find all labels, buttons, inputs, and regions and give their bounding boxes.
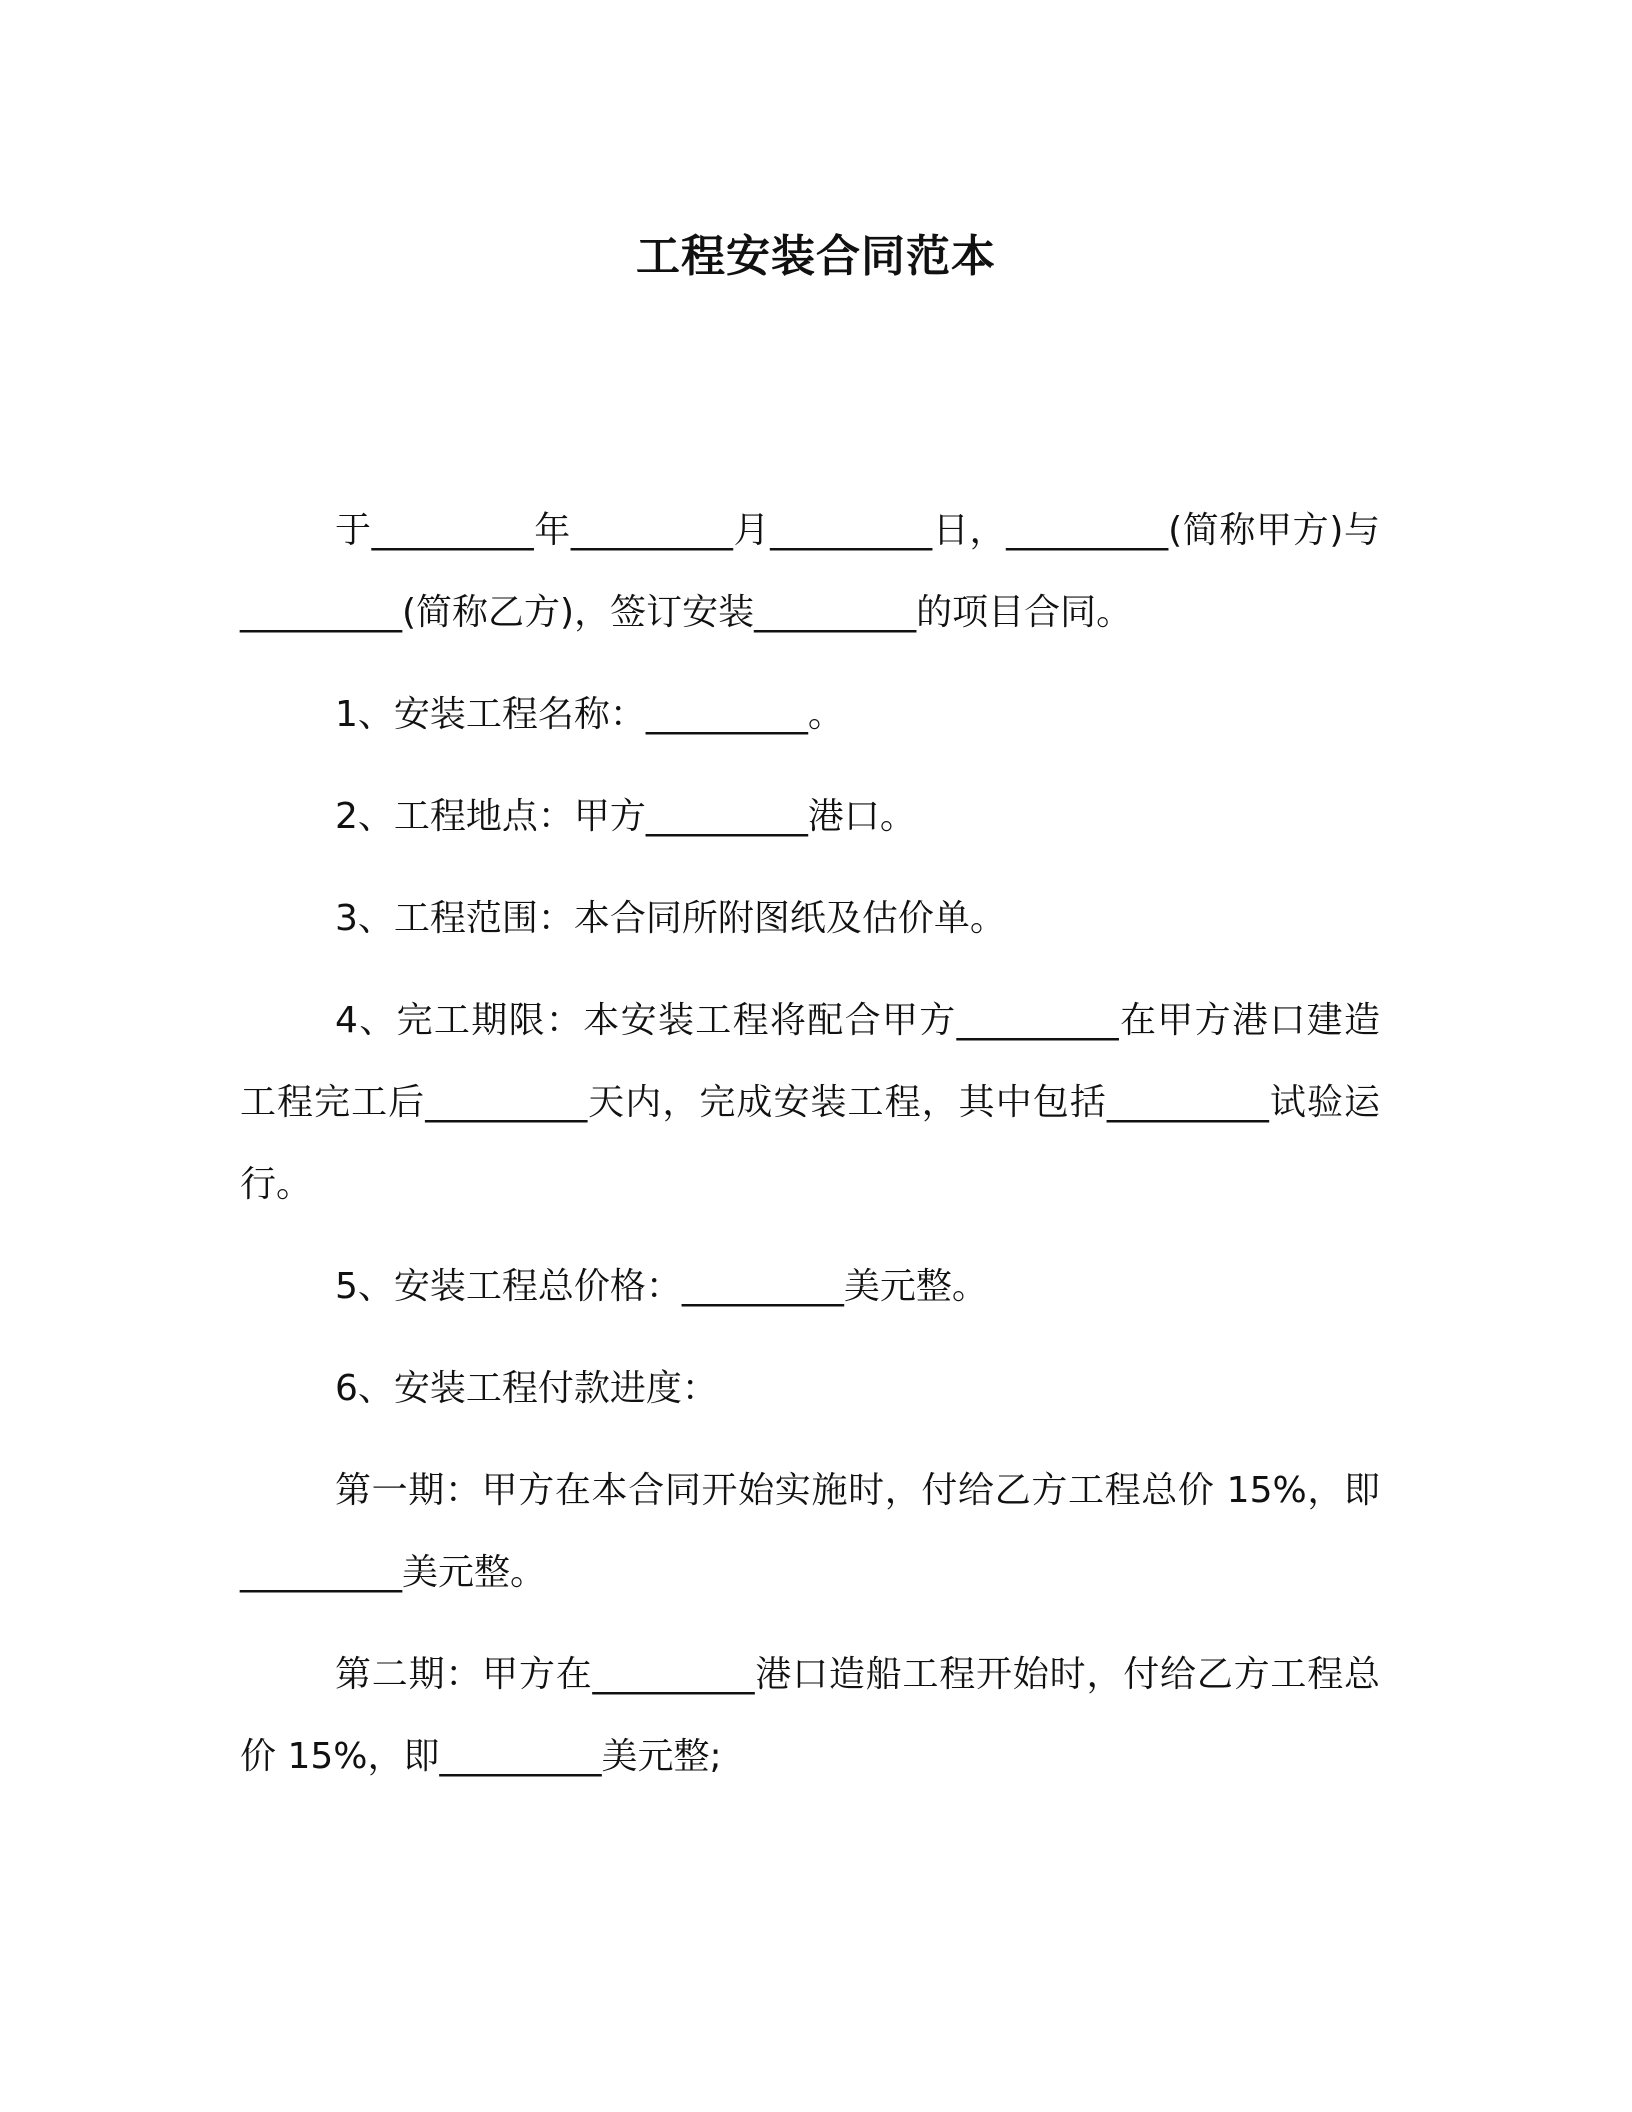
payment-phase-2: 第二期：甲方在_________港口造船工程开始时，付给乙方工程总价 15%，即_________美元整; (240, 1654, 1380, 1777)
intro-paragraph: 于_________年_________月_________日，_________(简称甲方)与_________(简称乙方)，签订安装_________的项目合同。 (240, 510, 1380, 633)
document-title: 工程安装合同范本 (636, 231, 996, 282)
clause-1-project-name: 1、安装工程名称：_________。 (335, 694, 844, 735)
clause-6-payment-schedule: 6、安装工程付款进度： (335, 1368, 718, 1409)
contract-body (240, 490, 1380, 1818)
clause-4-deadline: 4、完工期限：本安装工程将配合甲方_________在甲方港口建造工程完工后_________天内，完成安装工程，其中包括_________试验运行。 (240, 1000, 1380, 1205)
clause-3-scope: 3、工程范围：本合同所附图纸及估价单。 (335, 898, 1006, 939)
payment-phase-1: 第一期：甲方在本合同开始实施时，付给乙方工程总价 15%，即_________美元整。 (240, 1470, 1380, 1593)
clause-5-total-price: 5、安装工程总价格：_________美元整。 (335, 1266, 988, 1307)
clause-2-location: 2、工程地点：甲方_________港口。 (335, 796, 916, 837)
